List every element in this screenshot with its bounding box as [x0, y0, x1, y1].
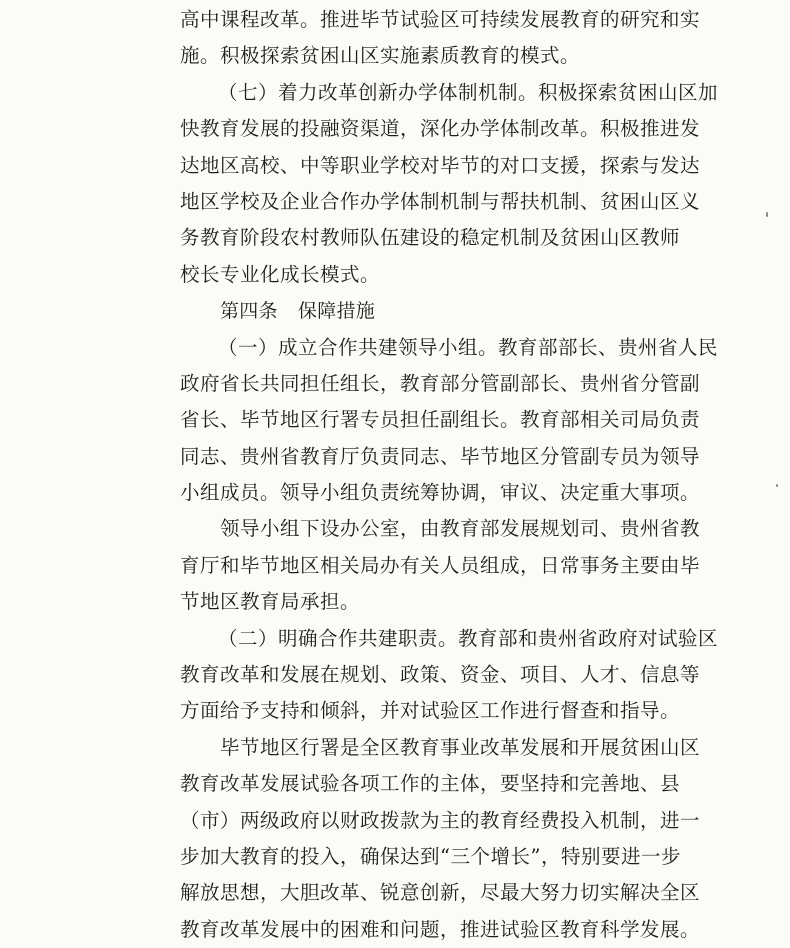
text-line: 达地区高校、中等职业学校对毕节的对口支援，探索与发达 [180, 153, 701, 177]
paragraph-start-line: （二）明确合作共建职责。教育部和贵州省政府对试验区 [218, 626, 719, 650]
text-line: 教育改革和发展在规划、政策、资金、项目、人才、信息等 [180, 663, 701, 687]
paragraph-start-line: 毕节地区行署是全区教育事业改革发展和开展贫困山区 [220, 735, 701, 759]
text-line: 教育改革发展中的困难和问题，推进试验区教育科学发展。 [180, 917, 701, 941]
paragraph-start-line: 领导小组下设办公室，由教育部发展规划司、贵州省教 [220, 517, 701, 541]
text-line: 步加大教育的投入，确保达到“三个增长”，特别要进一步 [180, 844, 681, 868]
text-line: 快教育发展的投融资渠道，深化办学体制改革。积极推进发 [180, 117, 701, 141]
text-line: 务教育阶段农村教师队伍建设的稳定机制及贫困山区教师 [180, 226, 681, 250]
paragraph-start-line: （七）着力改革创新办学体制机制。积极探索贫困山区加 [218, 80, 719, 104]
text-line: 小组成员。领导小组负责统筹协调，审议、决定重大事项。 [180, 481, 701, 505]
heading-title: 保障措施 [297, 300, 376, 323]
scan-speck [766, 212, 768, 217]
heading-article-number: 第四条 [220, 300, 278, 323]
text-line: （市）两级政府以财政拨款为主的教育经费投入机制，进一 [180, 808, 701, 832]
text-line: 校长专业化成长模式。 [180, 262, 381, 286]
paragraph-start-line: （一）成立合作共建领导小组。教育部部长、贵州省人民 [218, 335, 719, 359]
text-line: 节地区教育局承担。 [180, 590, 361, 614]
text-line: 地区学校及企业合作办学体制机制与帮扶机制、贫困山区义 [180, 189, 701, 213]
section-heading [180, 293, 720, 329]
text-line: 政府省长共同担任组长，教育部分管副部长、贵州省分管副 [180, 371, 701, 395]
text-line: 高中课程改革。推进毕节试验区可持续发展教育的研究和实 [180, 8, 701, 31]
scan-speck [776, 484, 778, 487]
text-line: 教育改革发展试验各项工作的主体，要坚持和完善地、县 [180, 772, 681, 796]
text-line: 解放思想，大胆改革、锐意创新，尽最大努力切实解决全区 [180, 881, 701, 905]
document-body [180, 2, 720, 948]
text-line: 施。积极探索贫困山区实施素质教育的模式。 [180, 44, 581, 68]
text-line: 省长、毕节地区行署专员担任副组长。教育部相关司局负责 [180, 408, 701, 432]
text-line: 方面给予支持和倾斜，并对试验区工作进行督查和指导。 [180, 699, 681, 723]
text-line: 同志、贵州省教育厅负责同志、毕节地区分管副专员为领导 [180, 444, 701, 468]
text-line: 育厅和毕节地区相关局办有关人员组成，日常事务主要由毕 [180, 553, 701, 577]
